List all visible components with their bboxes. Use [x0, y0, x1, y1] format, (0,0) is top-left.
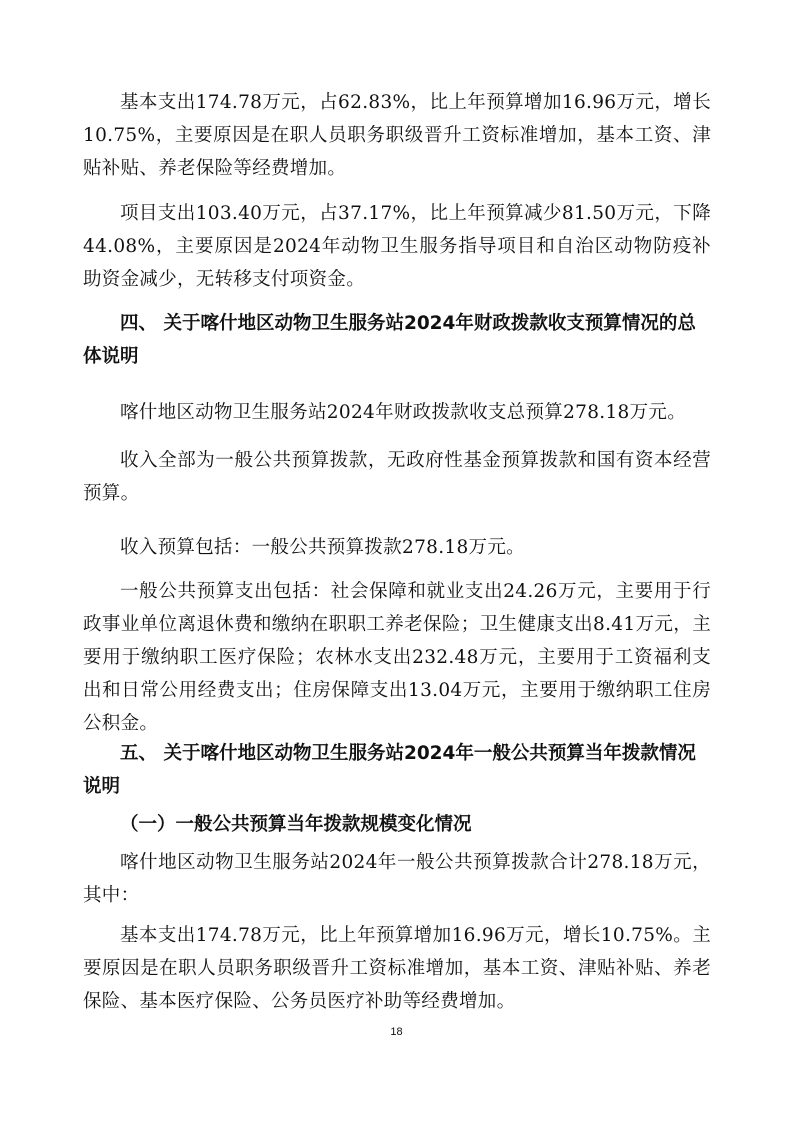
paragraph-income-budget: 收入预算包括：一般公共预算拨款278.18万元。 [120, 537, 525, 558]
section-heading-four: 四、 关于喀什地区动物卫生服务站2024年财政拨款收支预算情况的总体说明 [83, 313, 696, 367]
paragraph-basic-expenditure-change: 基本支出174.78万元，比上年预算增加16.96万元，增长10.75%。主要原因是在职人员职务职级晋升工资标准增加，基本工资、津贴补贴、养老保险、基本医疗保险、公务员医疗补助等经费增加。 [83, 925, 711, 1012]
paragraph-general-allocation: 喀什地区动物卫生服务站2024年一般公共预算拨款合计278.18万元，其中： [83, 852, 711, 906]
paragraph-project-expenditure: 项目支出103.40万元，占37.17%，比上年预算减少81.50万元，下降44.08%，主要原因是2024年动物卫生服务指导项目和自治区动物防疫补助资金减少，无转移支付项资金。 [83, 203, 711, 290]
paragraph-basic-expenditure: 基本支出174.78万元，占62.83%，比上年预算增加16.96万元，增长10.75%，主要原因是在职人员职务职级晋升工资标准增加，基本工资、津贴补贴、养老保险等经费增加。 [83, 92, 711, 179]
page-number: 18 [390, 1026, 403, 1038]
paragraph-income-source: 收入全部为一般公共预算拨款，无政府性基金预算拨款和国有资本经营预算。 [83, 450, 711, 504]
section-heading-five: 五、 关于喀什地区动物卫生服务站2024年一般公共预算当年拨款情况说明 [83, 743, 696, 797]
paragraph-general-expenditure: 一般公共预算支出包括：社会保障和就业支出24.26万元，主要用于行政事业单位离退休费和缴纳在职职工养老保险；卫生健康支出8.41万元，主要用于缴纳职工医疗保险；农林水支出232.48万元，主要用于工资福利支出和日常公用经费支出；住房保障支出13.04万元，主要用于缴纳职工住房公积金。 [83, 581, 711, 734]
paragraph-total-budget: 喀什地区动物卫生服务站2024年财政拨款收支总预算278.18万元。 [120, 402, 687, 423]
subsection-heading-one: （一）一般公共预算当年拨款规模变化情况 [120, 814, 472, 835]
